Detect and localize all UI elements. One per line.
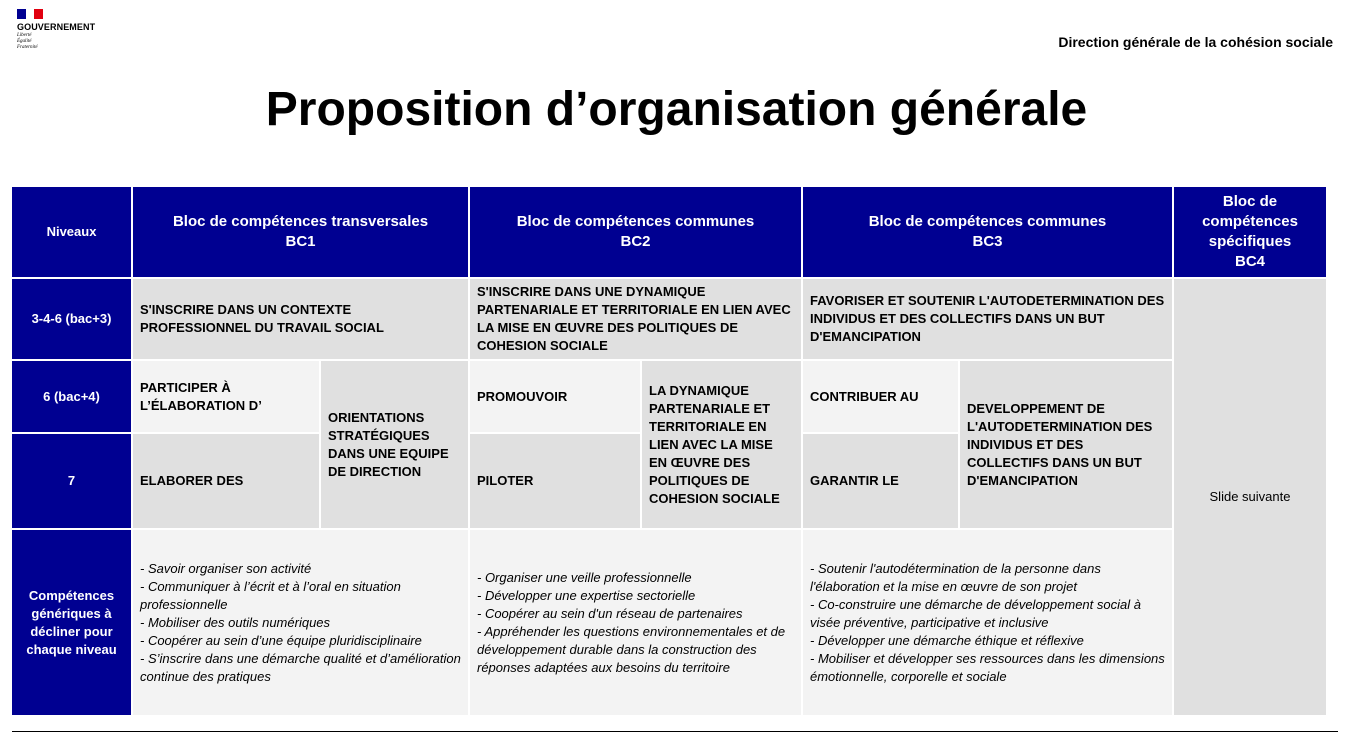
- flag-white-band: [26, 9, 35, 19]
- bc2-level3-verb: PILOTER: [470, 434, 640, 528]
- header-bc2: [470, 187, 801, 277]
- level-bac4: 6 (bac+4): [12, 361, 131, 432]
- bc3-generic-item: - Développer une démarche éthique et réflexive: [810, 632, 1084, 648]
- header-bc4-line3: spécifiques: [1208, 233, 1292, 250]
- header-bc2-title: Bloc de compétences communes: [516, 213, 755, 230]
- bc2-level2-verb: PROMOUVOIR: [470, 361, 640, 432]
- header-bc1-title: Bloc de compétences transversales: [172, 213, 429, 230]
- bc4-content: Slide suivante: [1174, 279, 1326, 715]
- bc3-generic-list: [803, 530, 1172, 715]
- bc3-generic-item: - Co-construire une démarche de développement social à visée préventive, participative et inclusive: [810, 596, 1141, 630]
- bc1-generic-item: - Mobiliser des outils numériques: [140, 614, 331, 630]
- motto-liberte: Liberté: [17, 33, 32, 38]
- header-bc1-code: BC1: [285, 233, 316, 250]
- bc2-level1-competence: S'INSCRIRE DANS UNE DYNAMIQUE PARTENARIALE ET TERRITORIALE EN LIEN AVEC LA MISE EN ŒUVRE DES POLITIQUES DE COHESION SOCIALE: [470, 279, 801, 359]
- french-flag-icon: [17, 9, 43, 19]
- bc2-generic-item: - Développer une expertise sectorielle: [477, 587, 696, 603]
- header-bc3-code: BC3: [972, 233, 1003, 250]
- page-title: Proposition d’organisation générale: [265, 83, 1088, 136]
- bc3-level2-verb: CONTRIBUER AU: [803, 361, 958, 432]
- bc1-level3-verb: ELABORER DES: [133, 434, 319, 528]
- logo-name: GOUVERNEMENT: [17, 22, 96, 32]
- header-bc2-code: BC2: [620, 233, 651, 250]
- motto-fraternite: Fraternité: [17, 45, 38, 50]
- bc1-shared-competence: ORIENTATIONS STRATÉGIQUES DANS UNE EQUIPE DE DIRECTION: [321, 361, 468, 528]
- flag-red-band: [34, 9, 43, 19]
- bc3-shared-competence: DEVELOPPEMENT DE L'AUTODETERMINATION DES INDIVIDUS ET DES COLLECTIFS DANS UN BUT D'EMANCIPATION: [960, 361, 1172, 528]
- header-bc4-line2: compétences: [1202, 213, 1298, 230]
- bc3-generic-item: - Soutenir l'autodétermination de la personne dans l'élaboration et la mise en œuvre de son projet: [810, 560, 1101, 594]
- header-bc4-code: BC4: [1234, 253, 1265, 270]
- header-bc3: [803, 187, 1172, 277]
- bc1-level1-competence: S'INSCRIRE DANS UN CONTEXTE PROFESSIONNEL DU TRAVAIL SOCIAL: [133, 279, 468, 359]
- header-bc4-line1: Bloc de: [1222, 193, 1278, 210]
- bc2-generic-list: [470, 530, 801, 715]
- header-bc4: [1174, 187, 1326, 277]
- bc1-generic-item: - Savoir organiser son activité: [140, 560, 312, 576]
- bc2-generic-item: - Appréhender les questions environnementales et de développement durable dans la construction des réponses adaptées aux besoins du territoire: [477, 623, 786, 675]
- bc2-generic-item: - Organiser une veille professionnelle: [477, 569, 692, 585]
- competences-table: [12, 187, 1311, 713]
- bc1-generic-list: [133, 530, 468, 715]
- bc1-generic-item: - S’inscrire dans une démarche qualité et d’amélioration continue des pratiques: [140, 650, 461, 684]
- header-bc3-title: Bloc de compétences communes: [868, 213, 1107, 230]
- bc2-generic-item: - Coopérer au sein d'un réseau de partenaires: [477, 605, 743, 621]
- header-bc1: [133, 187, 468, 277]
- bc1-level2-verb: PARTICIPER À L’ÉLABORATION D’: [133, 361, 319, 432]
- level-generic: Compétences génériques à décliner pour chaque niveau: [12, 530, 131, 715]
- bottom-divider: [12, 731, 1338, 732]
- bc3-level1-competence: FAVORISER ET SOUTENIR L'AUTODETERMINATION DES INDIVIDUS ET DES COLLECTIFS DANS UN BUT D'EMANCIPATION: [803, 279, 1172, 359]
- bc2-shared-competence: LA DYNAMIQUE PARTENARIALE ET TERRITORIALE EN LIEN AVEC LA MISE EN ŒUVRE DES POLITIQUES DE COHESION SOCIALE: [642, 361, 801, 528]
- bc3-level3-verb: GARANTIR LE: [803, 434, 958, 528]
- flag-blue-band: [17, 9, 26, 19]
- bc3-generic-item: - Mobiliser et développer ses ressources dans les dimensions émotionnelle, corporelle et sociale: [810, 650, 1165, 684]
- bc1-generic-item: - Communiquer à l’écrit et à l’oral en situation professionnelle: [140, 578, 401, 612]
- agency-name: Direction générale de la cohésion sociale: [1058, 34, 1333, 50]
- header-niveaux: Niveaux: [12, 187, 131, 277]
- logo-motto: [17, 33, 127, 51]
- level-7: 7: [12, 434, 131, 528]
- motto-egalite: Égalité: [17, 39, 32, 44]
- level-bac3: 3-4-6 (bac+3): [12, 279, 131, 359]
- government-logo: [17, 9, 127, 51]
- bc1-generic-item: - Coopérer au sein d’une équipe pluridisciplinaire: [140, 632, 422, 648]
